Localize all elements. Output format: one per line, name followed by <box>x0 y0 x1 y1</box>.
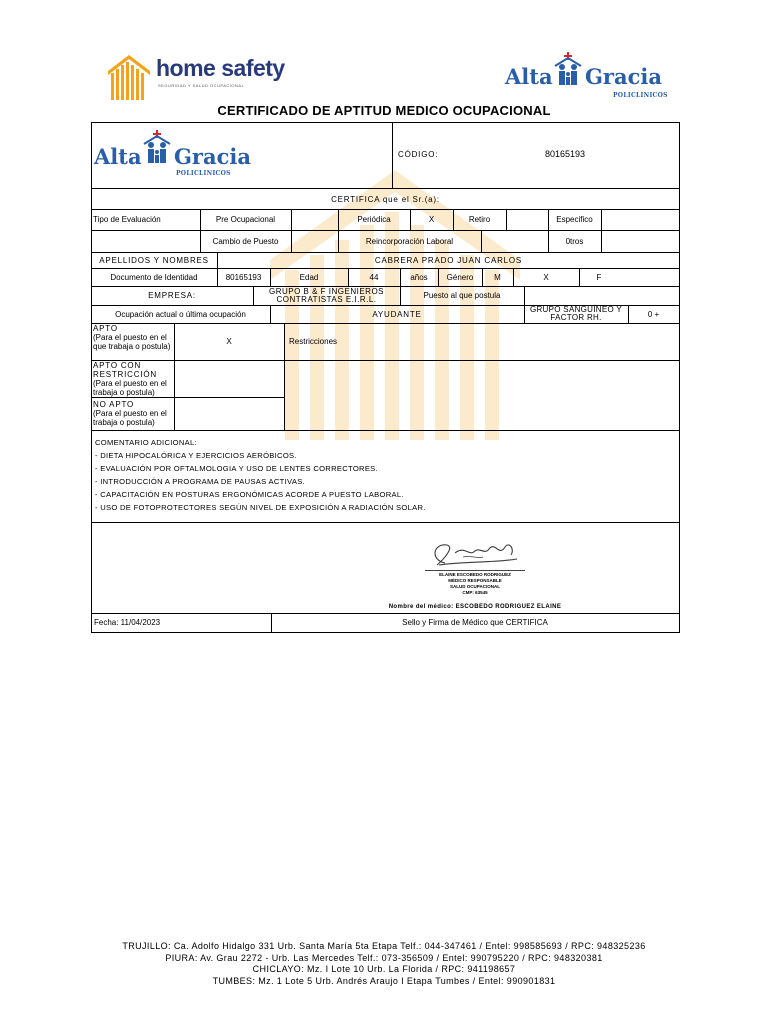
age-label: Edad <box>299 272 319 282</box>
apto-restr-title: APTO CON RESTRICCIÓN <box>93 361 157 379</box>
gender-m-label: M <box>494 272 501 282</box>
reincorporacion-label: Reincorporación Laboral <box>365 236 454 246</box>
footer-addresses <box>0 941 768 987</box>
home-safety-emblem-icon <box>106 53 152 101</box>
altagracia-logo-table <box>94 130 254 180</box>
gender-label: Género <box>446 272 474 282</box>
row-line <box>91 397 284 398</box>
col-line <box>392 122 393 188</box>
footer-line-tumbes: TUMBES: Mz. 1 Lote 5 Urb. Andrés Araujo I Etapa Tumbes / Entel: 990901831 <box>212 975 556 986</box>
no-apto-desc: (Para el puesto en el trabaja o postula) <box>93 409 167 427</box>
signature-line <box>425 570 525 571</box>
footer-line-trujillo: TRUJILLO: Ca. Adolfo Hidalgo 331 Urb. Santa María 5ta Etapa Telf.: 044-347461 / Entel: 998585693 / RPC: 948325236 <box>122 941 646 951</box>
comments-title: COMENTARIO ADICIONAL: <box>95 438 197 447</box>
gender-mark: X <box>543 272 549 282</box>
home-safety-tagline: SEGURIDAD Y SALUD OCUPACIONAL <box>158 83 245 88</box>
altagracia-alta-text: Alta <box>505 64 553 89</box>
age-unit: años <box>410 272 428 282</box>
apto-cell <box>93 324 175 351</box>
gender-f-label: F <box>596 272 602 282</box>
names-value: CABRERA PRADO JUAN CARLOS <box>374 255 523 265</box>
doctor-name-line: Nombre del médico: ESCOBEDO RODRIGUEZ ELAINE <box>388 604 562 610</box>
evaluation-type-label: Tipo de Evaluación <box>93 215 161 224</box>
comment-line: - CAPACITACIÓN EN POSTURAS ERGONÓMICAS ACORDE A PUESTO LABORAL. <box>95 490 404 499</box>
altagracia-gracia-text: Gracia <box>174 144 251 169</box>
date-field: Fecha: 11/04/2023 <box>94 618 161 627</box>
altagracia-gracia-text: Gracia <box>585 64 662 89</box>
col-line <box>601 209 602 252</box>
company-label: EMPRESA: <box>148 291 196 300</box>
stamp-role2: SALUD OCUPACIONAL <box>450 584 500 589</box>
apto-title: APTO <box>93 324 118 333</box>
family-icon <box>553 52 583 86</box>
doc-id-label: Documento de Identidad <box>110 272 198 282</box>
altagracia-logo-header <box>505 52 668 102</box>
no-apto-cell <box>93 400 175 427</box>
pre-ocupacional-label: Pre Ocupacional <box>215 215 276 224</box>
apto-mark: X <box>226 337 232 346</box>
col-line <box>284 323 285 430</box>
row-line <box>91 360 680 361</box>
position-label: Puesto al que postula <box>423 291 501 300</box>
col-line <box>291 230 292 252</box>
seal-label: Sello y Firma de Médico que CERTIFICA <box>402 618 548 627</box>
altagracia-policlinicos-text: POLICLINICOS <box>176 170 231 177</box>
doctor-signature <box>425 535 525 570</box>
stamp-name: ELAINE ESCOBEDO RODRIGUEZ <box>439 572 511 577</box>
company-value: GRUPO B & F INGENIEROS CONTRATISTAS E.I.R.L. <box>268 286 384 304</box>
table-border-bottom <box>91 632 680 633</box>
periodica-mark: X <box>428 215 435 224</box>
altagracia-alta-text: Alta <box>94 144 142 169</box>
stamp-block <box>420 572 530 596</box>
occupation-value: AYUDANTE <box>372 309 422 319</box>
apto-desc: (Para el puesto en el que trabaja o postula) <box>93 333 171 351</box>
footer-line-piura: PIURA: Av. Grau 2272 - Urb. Las Mercedes Telf.: 073-356509 / Entel: 990795220 / RPC: 948320381 <box>165 952 603 963</box>
otros-label: 0tros <box>565 236 584 246</box>
home-safety-wordmark: home safety <box>156 55 285 81</box>
comment-line: - EVALUACIÓN POR OFTALMOLOGIA Y USO DE LENTES CORRECTORES. <box>95 464 378 473</box>
home-safety-logo <box>106 53 296 103</box>
periodica-label: Periódica <box>357 215 391 224</box>
table-border-top <box>91 122 680 123</box>
blood-label: GRUPO SANGUÍNEO Y FACTOR RH. <box>529 305 623 322</box>
apto-restr-desc: (Para el puesto en el trabaja o postula) <box>93 379 167 397</box>
comments-block <box>95 436 426 514</box>
comment-line: - DIETA HIPOCALÓRICA Y EJERCICIOS AERÓBICOS. <box>95 451 297 460</box>
restrictions-label: Restricciones <box>289 337 338 346</box>
col-line <box>506 209 507 230</box>
row-line <box>91 430 680 431</box>
document-title: CERTIFICADO DE APTITUD MEDICO OCUPACIONAL <box>217 103 551 118</box>
row-line <box>91 522 680 523</box>
blood-value: 0 + <box>647 309 660 319</box>
altagracia-policlinicos-text: POLICLINICOS <box>613 92 668 99</box>
codigo-value: 80165193 <box>544 148 586 159</box>
col-line <box>481 230 482 252</box>
stamp-role1: MÉDICO RESPONSABLE <box>448 578 502 583</box>
no-apto-title: NO APTO <box>93 400 135 409</box>
footer-line-chiclayo: CHICLAYO: Mz. I Lote 10 Urb. La Florida / RPC: 941198657 <box>252 964 516 974</box>
codigo-label: CÓDIGO: <box>398 149 439 159</box>
age-value: 44 <box>369 272 379 282</box>
col-line <box>524 286 525 305</box>
col-line <box>291 209 292 230</box>
family-icon <box>142 130 172 164</box>
comment-line: - USO DE FOTOPROTECTORES SEGÚN NIVEL DE EXPOSICIÓN A RADIACIÓN SOLAR. <box>95 503 426 512</box>
doc-id-value: 80165193 <box>225 272 262 282</box>
especifico-label: Especifico <box>556 215 593 224</box>
stamp-cmp: CMP: 63545 <box>462 590 488 595</box>
names-label: APELLIDOS Y NOMBRES <box>99 255 209 265</box>
certifica-label: CERTIFICA que el Sr.(a): <box>331 194 440 204</box>
occupation-label: Ocupación actual o última ocupación <box>115 309 246 319</box>
comment-line: - INTRODUCCIÓN A PROGRAMA DE PAUSAS ACTIVAS. <box>95 477 305 486</box>
retiro-label: Retiro <box>468 215 491 224</box>
cambio-puesto-label: Cambio de Puesto <box>212 236 279 246</box>
apto-restr-cell <box>93 361 175 397</box>
